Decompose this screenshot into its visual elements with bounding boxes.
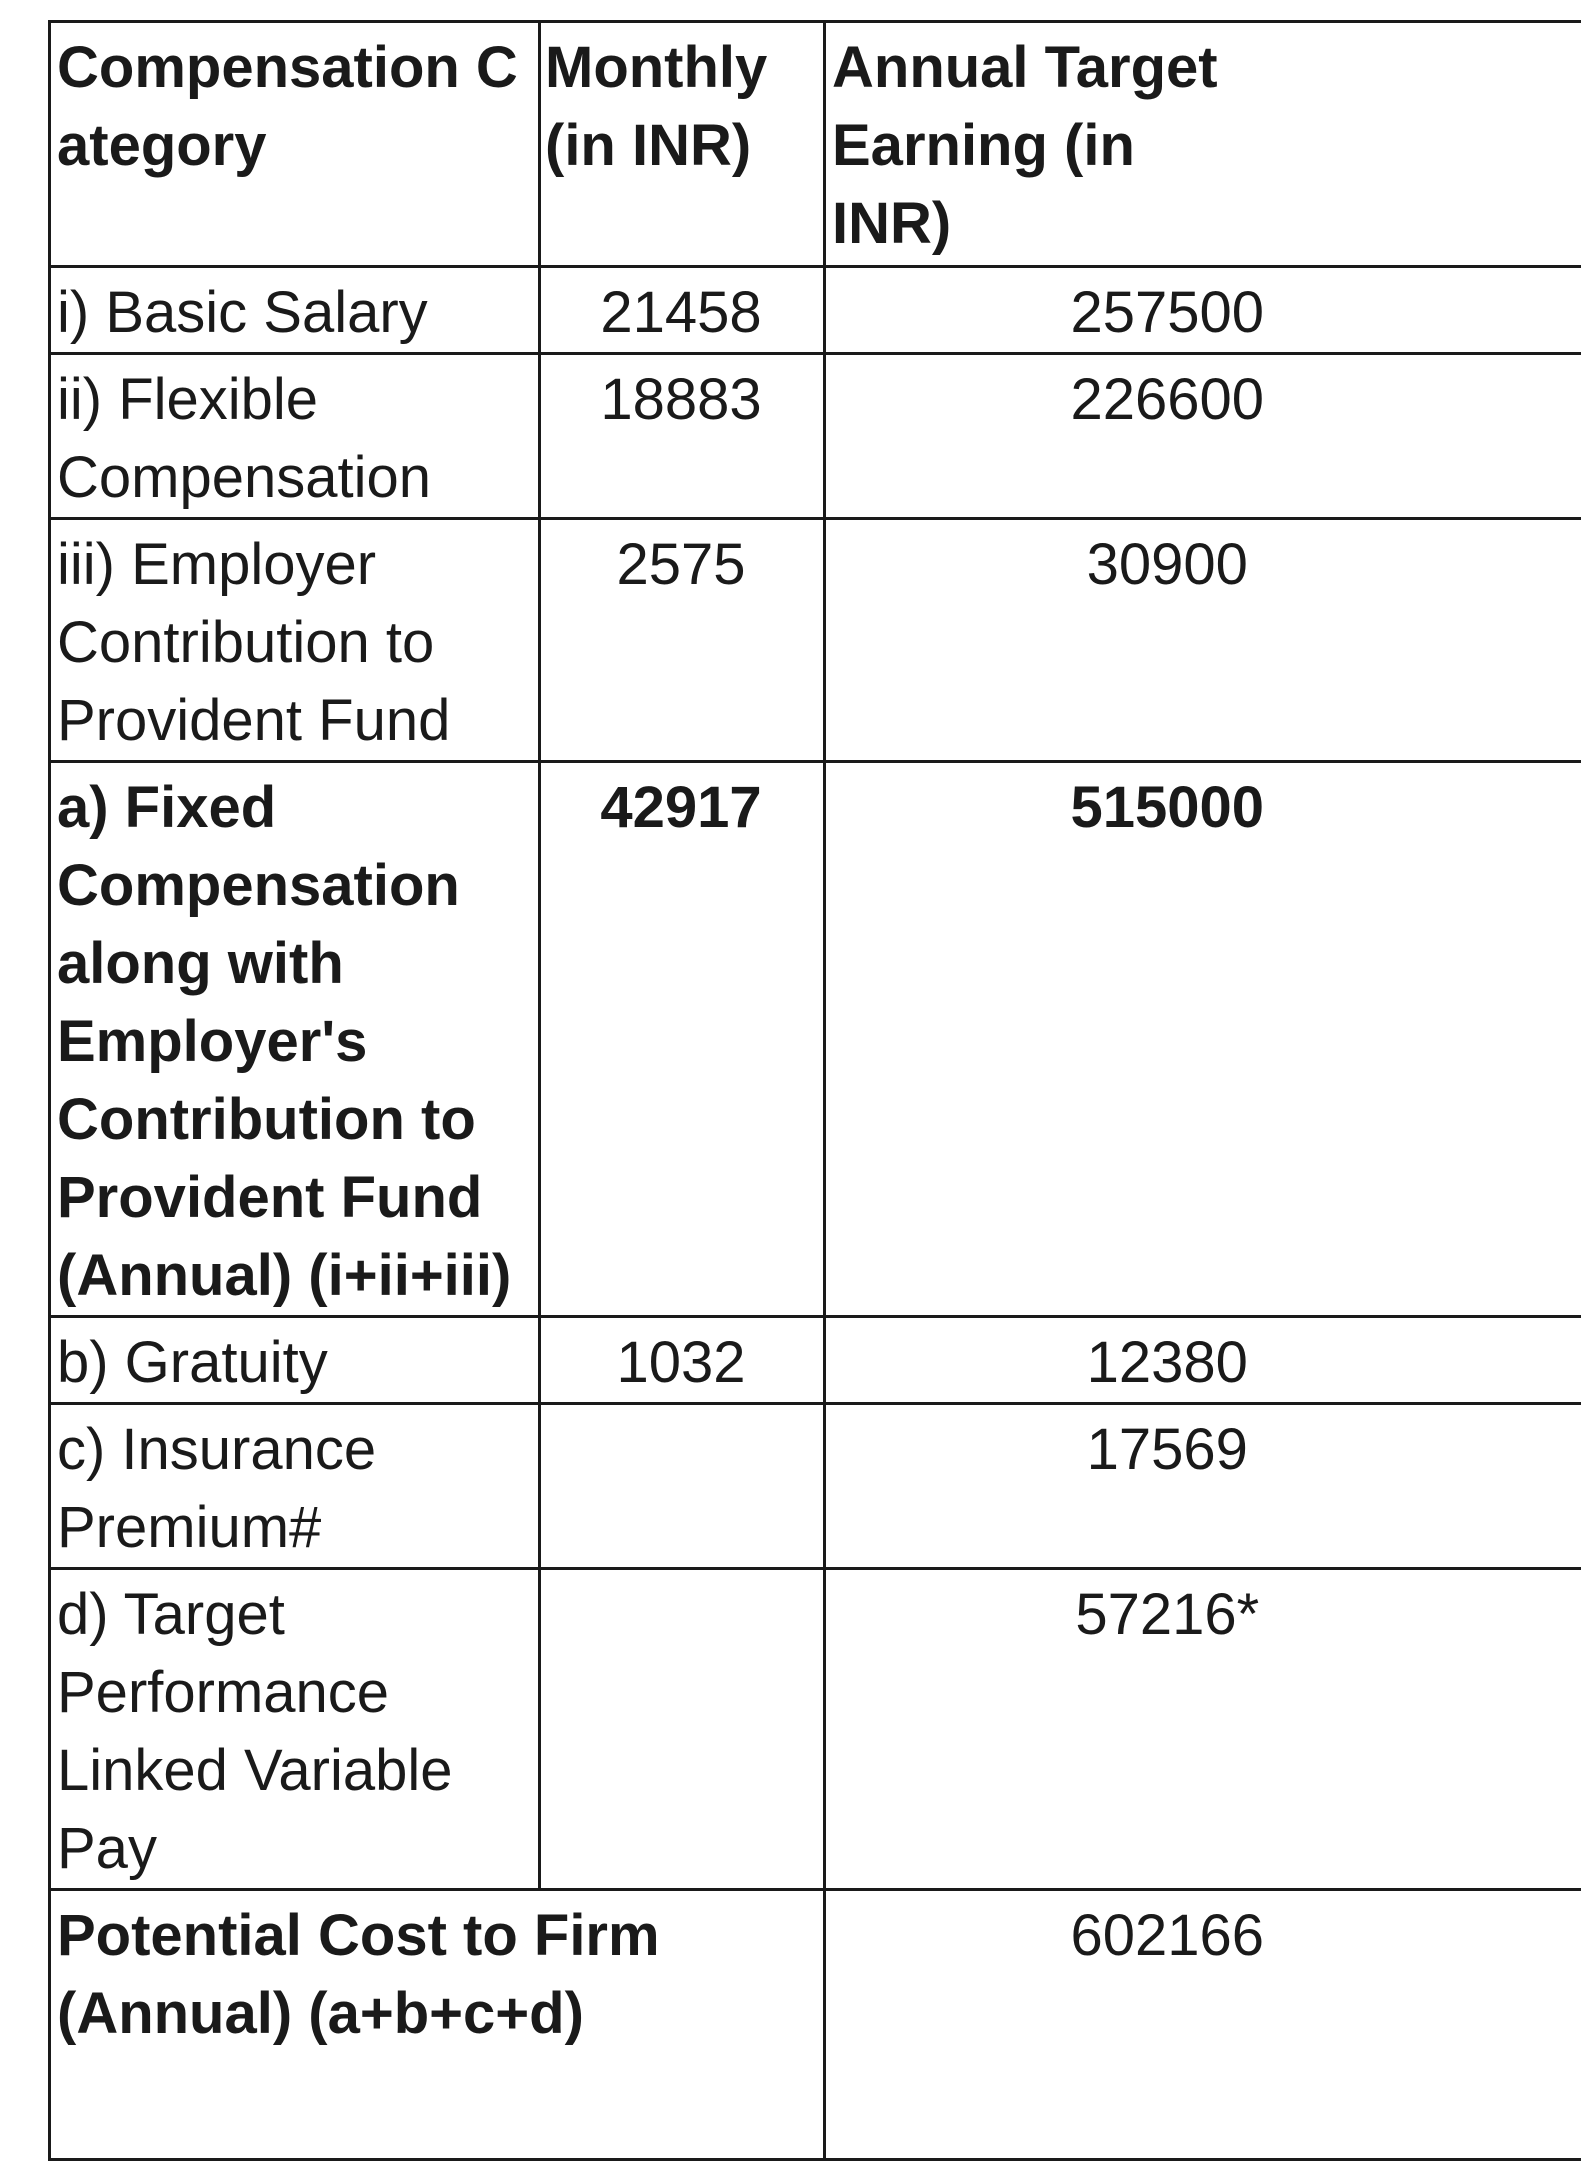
- total-annual-value: 602166: [1070, 1903, 1264, 1968]
- row-annual: [825, 519, 1581, 762]
- row-category: [50, 762, 540, 1317]
- table-row: [50, 267, 1581, 354]
- row-annual-value: 30900: [1087, 532, 1248, 597]
- row-monthly-value: 18883: [600, 367, 761, 432]
- header-annual: [825, 22, 1581, 267]
- row-monthly: [540, 1317, 825, 1404]
- compensation-table: [48, 20, 1581, 2161]
- row-monthly-value: 42917: [600, 775, 761, 840]
- total-label: [50, 1890, 825, 2160]
- row-annual: [825, 1569, 1581, 1890]
- table-row: [50, 1569, 1581, 1890]
- header-category-text: Compensation Category: [57, 35, 518, 178]
- row-monthly: [540, 519, 825, 762]
- row-category-text: d) Target Performance Linked Variable Pay: [57, 1582, 453, 1881]
- row-monthly: [540, 1404, 825, 1569]
- total-label-text: Potential Cost to Firm (Annual) (a+b+c+d): [57, 1903, 660, 2046]
- row-category: [50, 519, 540, 762]
- row-annual: [825, 354, 1581, 519]
- row-category-text: i) Basic Salary: [57, 280, 428, 345]
- row-annual: [825, 1317, 1581, 1404]
- row-monthly-value: 2575: [616, 532, 745, 597]
- table-header-row: [50, 22, 1581, 267]
- row-category-text: iii) Employer Contribution to Provident Fund: [57, 532, 450, 753]
- total-annual: [825, 1890, 1581, 2160]
- row-monthly: [540, 354, 825, 519]
- header-monthly-text: Monthly (in INR): [545, 35, 767, 178]
- row-annual-value: 12380: [1087, 1330, 1248, 1395]
- header-annual-text: Annual Target Earning (in INR): [832, 35, 1218, 256]
- row-annual-value: 257500: [1070, 280, 1264, 345]
- row-annual-value: 57216*: [1075, 1582, 1259, 1647]
- table-row: [50, 519, 1581, 762]
- row-annual-value: 515000: [1070, 775, 1264, 840]
- row-category-text: c) Insurance Premium#: [57, 1417, 376, 1560]
- row-annual-value: 17569: [1087, 1417, 1248, 1482]
- table-row: [50, 354, 1581, 519]
- row-category-text: a) Fixed Compensation along with Employer's Contribution to Provident Fund (Annual) (i+ii+iii): [57, 775, 511, 1308]
- table-row: [50, 1317, 1581, 1404]
- row-annual: [825, 267, 1581, 354]
- row-category-text: b) Gratuity: [57, 1330, 328, 1395]
- row-annual: [825, 1404, 1581, 1569]
- row-category: [50, 267, 540, 354]
- row-monthly-value: 21458: [600, 280, 761, 345]
- row-category: [50, 354, 540, 519]
- row-monthly: [540, 762, 825, 1317]
- row-annual: [825, 762, 1581, 1317]
- row-monthly: [540, 1569, 825, 1890]
- row-monthly-value: 1032: [616, 1330, 745, 1395]
- row-category: [50, 1404, 540, 1569]
- table-row-subtotal: [50, 762, 1581, 1317]
- header-monthly: [540, 22, 825, 267]
- row-category: [50, 1569, 540, 1890]
- row-annual-value: 226600: [1070, 367, 1264, 432]
- row-monthly: [540, 267, 825, 354]
- row-category: [50, 1317, 540, 1404]
- header-category: [50, 22, 540, 267]
- table-row-total: [50, 1890, 1581, 2160]
- table-row: [50, 1404, 1581, 1569]
- compensation-sheet: [48, 20, 1581, 2028]
- row-category-text: ii) Flexible Compensation: [57, 367, 431, 510]
